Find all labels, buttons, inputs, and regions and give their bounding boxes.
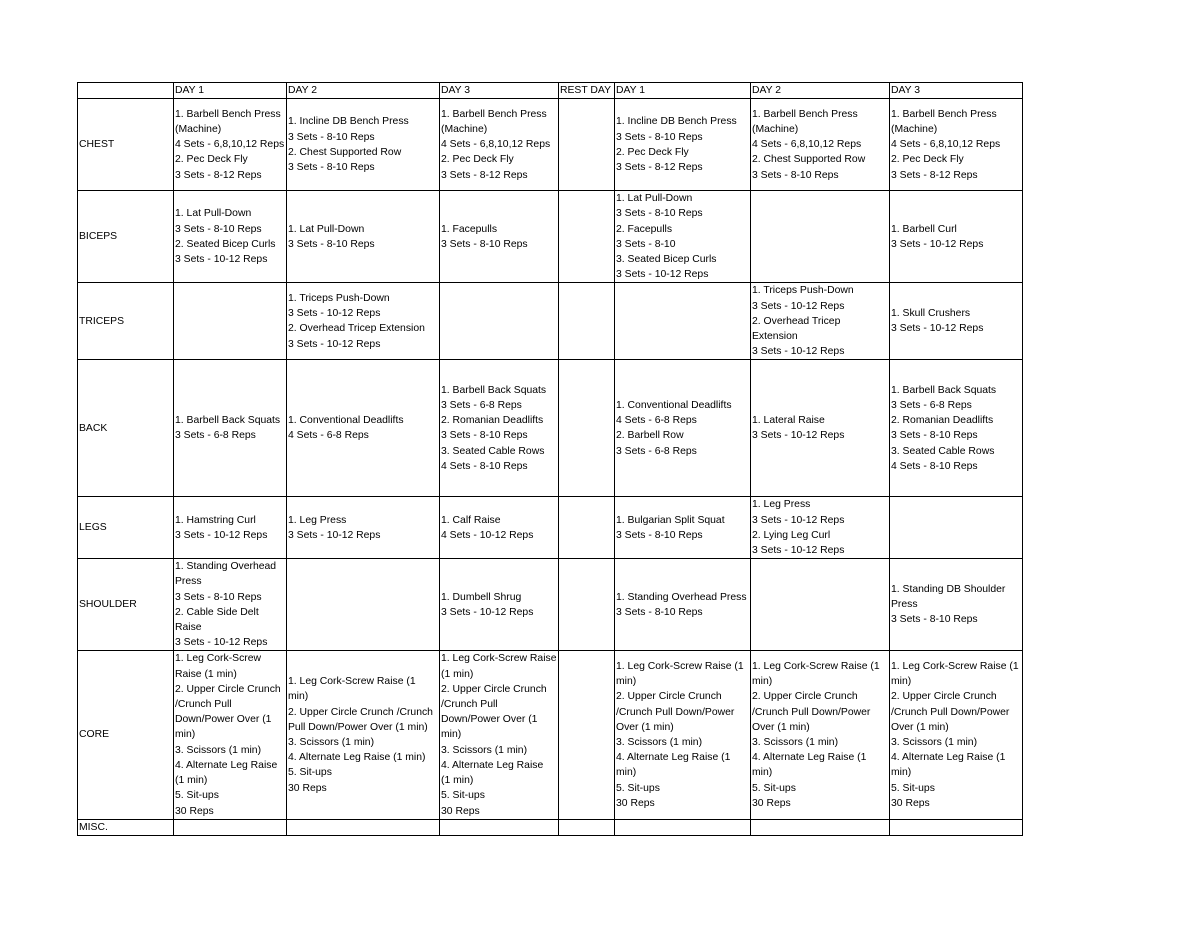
row-back xyxy=(78,360,1023,497)
cell-chest-w2-day2: 1. Barbell Bench Press (Machine) 4 Sets - 6,8,10,12 Reps 2. Chest Supported Row 3 Sets - 8-10 Reps xyxy=(751,99,890,191)
cell-core-w1-day1: 1. Leg Cork-Screw Raise (1 min) 2. Upper Circle Crunch /Crunch Pull Down/Power Over (1 min) 3. Scissors (1 min) 4. Alternate Leg Raise (1 min) 5. Sit-ups 30 Reps xyxy=(174,651,287,819)
cell-triceps-w1-day1 xyxy=(174,283,287,360)
row-label-back: BACK xyxy=(78,360,174,497)
cell-misc-w2-day3 xyxy=(890,819,1023,835)
cell-biceps-w2-day2 xyxy=(751,191,890,283)
cell-biceps-rest xyxy=(559,191,615,283)
cell-legs-w1-day3: 1. Calf Raise 4 Sets - 10-12 Reps xyxy=(440,497,559,559)
cell-legs-w2-day2: 1. Leg Press 3 Sets - 10-12 Reps 2. Lying Leg Curl 3 Sets - 10-12 Reps xyxy=(751,497,890,559)
cell-shoulder-w1-day2 xyxy=(287,559,440,651)
cell-shoulder-w2-day2 xyxy=(751,559,890,651)
cell-triceps-w2-day2: 1. Triceps Push-Down 3 Sets - 10-12 Reps 2. Overhead Tricep Extension 3 Sets - 10-12 Reps xyxy=(751,283,890,360)
cell-chest-w2-day1: 1. Incline DB Bench Press 3 Sets - 8-10 Reps 2. Pec Deck Fly 3 Sets - 8-12 Reps xyxy=(615,99,751,191)
header-week2-day1: DAY 1 xyxy=(615,83,751,99)
workout-schedule-table xyxy=(77,82,1023,836)
header-week2-day3: DAY 3 xyxy=(890,83,1023,99)
cell-misc-w1-day3 xyxy=(440,819,559,835)
cell-biceps-w1-day2: 1. Lat Pull-Down 3 Sets - 8-10 Reps xyxy=(287,191,440,283)
row-label-chest: CHEST xyxy=(78,99,174,191)
cell-back-w2-day3: 1. Barbell Back Squats 3 Sets - 6-8 Reps 2. Romanian Deadlifts 3 Sets - 8-10 Reps 3. Seated Cable Rows 4 Sets - 8-10 Reps xyxy=(890,360,1023,497)
cell-shoulder-w1-day3: 1. Dumbell Shrug 3 Sets - 10-12 Reps xyxy=(440,559,559,651)
header-week1-day2: DAY 2 xyxy=(287,83,440,99)
header-corner xyxy=(78,83,174,99)
cell-legs-w1-day1: 1. Hamstring Curl 3 Sets - 10-12 Reps xyxy=(174,497,287,559)
row-misc xyxy=(78,819,1023,835)
cell-misc-rest xyxy=(559,819,615,835)
header-week2-day2: DAY 2 xyxy=(751,83,890,99)
cell-chest-w1-day2: 1. Incline DB Bench Press 3 Sets - 8-10 Reps 2. Chest Supported Row 3 Sets - 8-10 Reps xyxy=(287,99,440,191)
cell-triceps-w1-day3 xyxy=(440,283,559,360)
cell-back-w1-day2: 1. Conventional Deadlifts 4 Sets - 6-8 Reps xyxy=(287,360,440,497)
cell-shoulder-w1-day1: 1. Standing Overhead Press 3 Sets - 8-10 Reps 2. Cable Side Delt Raise 3 Sets - 10-12 Reps xyxy=(174,559,287,651)
cell-legs-w2-day1: 1. Bulgarian Split Squat 3 Sets - 8-10 Reps xyxy=(615,497,751,559)
cell-back-w2-day2: 1. Lateral Raise 3 Sets - 10-12 Reps xyxy=(751,360,890,497)
cell-core-rest xyxy=(559,651,615,819)
cell-shoulder-w2-day1: 1. Standing Overhead Press 3 Sets - 8-10 Reps xyxy=(615,559,751,651)
cell-triceps-rest xyxy=(559,283,615,360)
row-label-shoulder: SHOULDER xyxy=(78,559,174,651)
cell-back-rest xyxy=(559,360,615,497)
cell-misc-w1-day1 xyxy=(174,819,287,835)
row-chest xyxy=(78,99,1023,191)
cell-back-w1-day3: 1. Barbell Back Squats 3 Sets - 6-8 Reps 2. Romanian Deadlifts 3 Sets - 8-10 Reps 3. Seated Cable Rows 4 Sets - 8-10 Reps xyxy=(440,360,559,497)
row-core xyxy=(78,651,1023,819)
cell-biceps-w1-day3: 1. Facepulls 3 Sets - 8-10 Reps xyxy=(440,191,559,283)
cell-shoulder-rest xyxy=(559,559,615,651)
cell-core-w1-day2: 1. Leg Cork-Screw Raise (1 min) 2. Upper Circle Crunch /Crunch Pull Down/Power Over (1 min) 3. Scissors (1 min) 4. Alternate Leg Raise (1 min) 5. Sit-ups 30 Reps xyxy=(287,651,440,819)
row-triceps xyxy=(78,283,1023,360)
row-label-triceps: TRICEPS xyxy=(78,283,174,360)
cell-misc-w1-day2 xyxy=(287,819,440,835)
cell-chest-w2-day3: 1. Barbell Bench Press (Machine) 4 Sets - 6,8,10,12 Reps 2. Pec Deck Fly 3 Sets - 8-12 Reps xyxy=(890,99,1023,191)
cell-chest-rest xyxy=(559,99,615,191)
cell-legs-w2-day3 xyxy=(890,497,1023,559)
cell-core-w2-day3: 1. Leg Cork-Screw Raise (1 min) 2. Upper Circle Crunch /Crunch Pull Down/Power Over (1 min) 3. Scissors (1 min) 4. Alternate Leg Raise (1 min) 5. Sit-ups 30 Reps xyxy=(890,651,1023,819)
cell-back-w2-day1: 1. Conventional Deadlifts 4 Sets - 6-8 Reps 2. Barbell Row 3 Sets - 6-8 Reps xyxy=(615,360,751,497)
row-shoulder xyxy=(78,559,1023,651)
cell-triceps-w1-day2: 1. Triceps Push-Down 3 Sets - 10-12 Reps 2. Overhead Tricep Extension 3 Sets - 10-12 Reps xyxy=(287,283,440,360)
row-biceps xyxy=(78,191,1023,283)
row-label-legs: LEGS xyxy=(78,497,174,559)
row-label-core: CORE xyxy=(78,651,174,819)
cell-chest-w1-day1: 1. Barbell Bench Press (Machine) 4 Sets - 6,8,10,12 Reps 2. Pec Deck Fly 3 Sets - 8-12 Reps xyxy=(174,99,287,191)
header-week1-day1: DAY 1 xyxy=(174,83,287,99)
cell-misc-w2-day2 xyxy=(751,819,890,835)
cell-core-w2-day2: 1. Leg Cork-Screw Raise (1 min) 2. Upper Circle Crunch /Crunch Pull Down/Power Over (1 min) 3. Scissors (1 min) 4. Alternate Leg Raise (1 min) 5. Sit-ups 30 Reps xyxy=(751,651,890,819)
header-week1-day3: DAY 3 xyxy=(440,83,559,99)
cell-triceps-w2-day3: 1. Skull Crushers 3 Sets - 10-12 Reps xyxy=(890,283,1023,360)
cell-core-w2-day1: 1. Leg Cork-Screw Raise (1 min) 2. Upper Circle Crunch /Crunch Pull Down/Power Over (1 min) 3. Scissors (1 min) 4. Alternate Leg Raise (1 min) 5. Sit-ups 30 Reps xyxy=(615,651,751,819)
cell-legs-w1-day2: 1. Leg Press 3 Sets - 10-12 Reps xyxy=(287,497,440,559)
row-legs xyxy=(78,497,1023,559)
cell-biceps-w2-day1: 1. Lat Pull-Down 3 Sets - 8-10 Reps 2. Facepulls 3 Sets - 8-10 3. Seated Bicep Curls 3 Sets - 10-12 Reps xyxy=(615,191,751,283)
cell-biceps-w1-day1: 1. Lat Pull-Down 3 Sets - 8-10 Reps 2. Seated Bicep Curls 3 Sets - 10-12 Reps xyxy=(174,191,287,283)
cell-back-w1-day1: 1. Barbell Back Squats 3 Sets - 6-8 Reps xyxy=(174,360,287,497)
cell-misc-w2-day1 xyxy=(615,819,751,835)
cell-biceps-w2-day3: 1. Barbell Curl 3 Sets - 10-12 Reps xyxy=(890,191,1023,283)
cell-shoulder-w2-day3: 1. Standing DB Shoulder Press 3 Sets - 8-10 Reps xyxy=(890,559,1023,651)
header-row xyxy=(78,83,1023,99)
cell-core-w1-day3: 1. Leg Cork-Screw Raise (1 min) 2. Upper Circle Crunch /Crunch Pull Down/Power Over (1 min) 3. Scissors (1 min) 4. Alternate Leg Raise (1 min) 5. Sit-ups 30 Reps xyxy=(440,651,559,819)
cell-chest-w1-day3: 1. Barbell Bench Press (Machine) 4 Sets - 6,8,10,12 Reps 2. Pec Deck Fly 3 Sets - 8-12 Reps xyxy=(440,99,559,191)
cell-legs-rest xyxy=(559,497,615,559)
header-rest-day: REST DAY xyxy=(559,83,615,99)
cell-triceps-w2-day1 xyxy=(615,283,751,360)
row-label-misc: MISC. xyxy=(78,819,174,835)
row-label-biceps: BICEPS xyxy=(78,191,174,283)
